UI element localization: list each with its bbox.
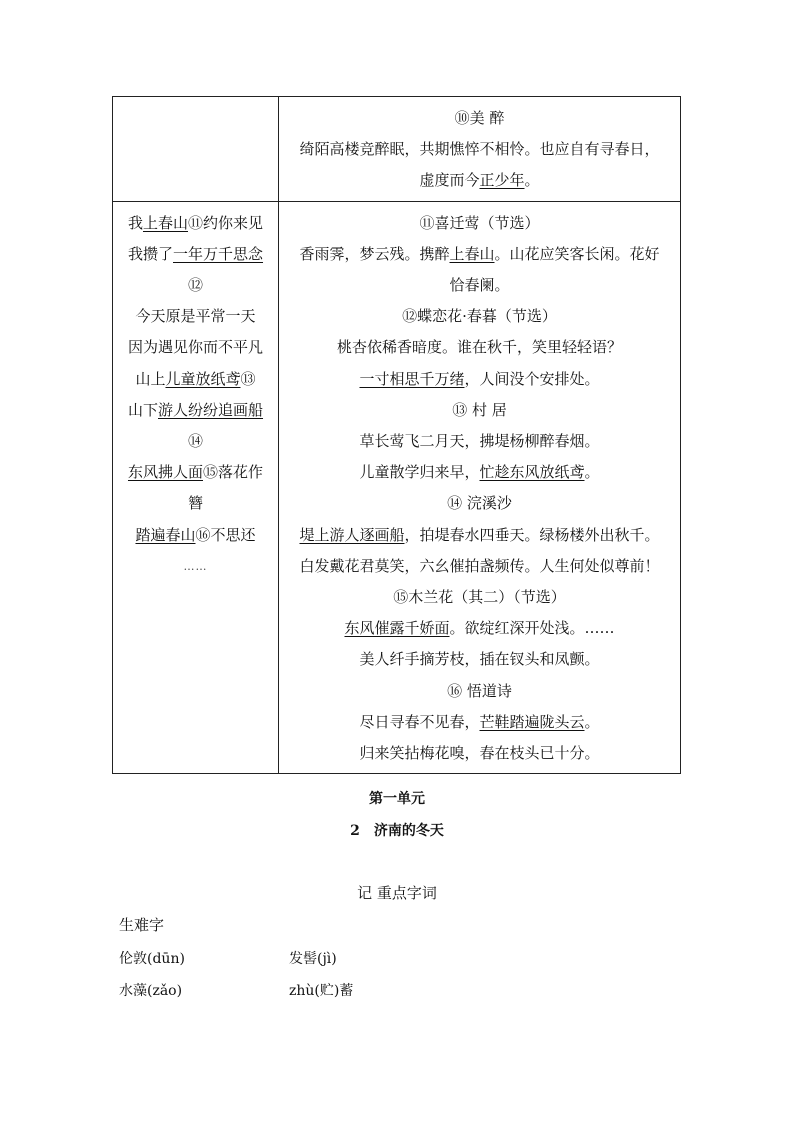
text-segment: ⑪约你来见	[188, 213, 264, 232]
underlined-phrase: 上春山	[142, 213, 188, 232]
text-segment: ⑫	[187, 276, 203, 295]
poem-line-r13	[283, 582, 676, 613]
poem-line-r18	[283, 738, 676, 769]
text-segment: 绮陌高楼竞醉眠，共期憔悴不相怜。也应自有寻春日，	[299, 140, 660, 159]
vocab-item-zhuxu: zhù(贮)蓄	[289, 983, 354, 999]
underlined-phrase: 正少年	[479, 171, 525, 190]
text-segment: 草长莺飞二月天，拂堤杨柳醉春烟。	[359, 432, 600, 451]
text-segment: ⑯ 悟道诗	[447, 681, 512, 700]
underlined-phrase: 游人纷纷追画船	[158, 400, 264, 419]
poem-line-l12	[117, 551, 274, 582]
text-segment: 。欲绽红深开处浅。……	[449, 619, 615, 638]
text-segment: 山上	[135, 369, 166, 388]
poem-line-l9	[117, 457, 274, 488]
unit-title: 第一单元	[369, 791, 425, 807]
text-segment: ⑭	[187, 432, 203, 451]
text-segment: ⑬	[240, 369, 256, 388]
text-segment: 。	[584, 463, 600, 482]
poem-line-r8	[283, 426, 676, 457]
poem-line-l11	[117, 520, 274, 551]
poem-line-r11	[283, 520, 676, 551]
text-segment: 因为遇见你而不平凡	[127, 338, 263, 357]
row1-right-cell	[279, 97, 681, 202]
poem-line-l6	[117, 364, 274, 395]
text-segment: ⑪喜迁莺（节选）	[419, 213, 540, 232]
poem-line-l7	[117, 395, 274, 426]
lesson-title: 2 济南的冬天	[350, 823, 444, 839]
poem-line-r9	[283, 457, 676, 488]
underlined-phrase: 上春山	[449, 244, 495, 263]
vocab-item-shuizao: 水藻(zǎo)	[119, 983, 183, 999]
poem-line-r1l2	[283, 134, 676, 165]
underlined-phrase: 芒鞋踏遍陇头云	[479, 712, 585, 731]
underlined-phrase: 一寸相思千万绪	[359, 369, 465, 388]
vocab-item-lundun: 伦敦(dūn)	[119, 951, 185, 967]
source-poems-cell	[279, 201, 681, 774]
poem-line-r10	[283, 488, 676, 519]
text-segment: 归来笑拈梅花嗅，春在枝头已十分。	[359, 744, 600, 763]
poem-line-r3	[283, 270, 676, 301]
poem-line-l10	[117, 488, 274, 519]
text-segment: ⑮落花作	[203, 463, 264, 482]
underlined-phrase: 踏遍春山	[135, 525, 196, 544]
poem-line-r4	[283, 301, 676, 332]
underlined-phrase: 忙趁东风放纸鸢	[479, 463, 585, 482]
text-segment: 簪	[187, 494, 203, 513]
text-segment: 。	[524, 171, 540, 190]
poem-line-l4	[117, 301, 274, 332]
underlined-phrase: 东风催露千娇面	[344, 619, 450, 638]
lyrics-cell	[113, 201, 279, 774]
text-segment: 白发戴花君莫笑，六幺催拍盏频传。人生何处似尊前！	[299, 556, 660, 575]
poem-line-l5	[117, 332, 274, 363]
poem-line-r2	[283, 239, 676, 270]
text-segment: ⑩美 醉	[454, 109, 505, 127]
text-segment: 。山花应笑客长闲。花好	[494, 244, 660, 263]
text-segment: 恰春阑。	[449, 276, 510, 295]
poem-line-r14	[283, 613, 676, 644]
text-segment: ，拍堤春水四垂天。绿杨楼外出秋千。	[404, 525, 660, 544]
poem-line-r1l3	[283, 165, 676, 196]
underlined-phrase: 东风拂人面	[127, 463, 203, 482]
row1-left-cell	[113, 97, 279, 202]
poem-line-r6	[283, 364, 676, 395]
text-segment: ⑬ 村 居	[452, 400, 507, 419]
poem-line-l3	[117, 270, 274, 301]
vocab-item-faji: 发髻(jì)	[289, 951, 337, 967]
text-segment: 今天原是平常一天	[135, 307, 256, 326]
poem-comparison-table	[112, 96, 681, 774]
text-segment: 我攒了	[127, 244, 173, 263]
text-segment: 美人纤手摘芳枝，插在钗头和凤颤。	[359, 650, 600, 669]
text-segment: 香雨霁，梦云残。携醉	[299, 244, 450, 263]
poem-line-r7	[283, 395, 676, 426]
poem-line-r5	[283, 332, 676, 363]
poem-line-l1	[117, 208, 274, 239]
text-segment: 我	[127, 213, 143, 232]
source-poem-lines	[283, 208, 676, 770]
poem-line-r1	[283, 208, 676, 239]
poem-line-r17	[283, 707, 676, 738]
poem-line-r15	[283, 644, 676, 675]
underlined-phrase: 堤上游人逐画船	[299, 525, 405, 544]
text-segment: 虚度而今	[419, 171, 480, 190]
poem-line-l8	[117, 426, 274, 457]
text-segment: 。	[584, 712, 600, 731]
poem-line-title10	[283, 103, 676, 134]
text-segment: ⑯不思还	[195, 525, 256, 544]
poem-line-r12	[283, 551, 676, 582]
text-segment: 尽日寻春不见春，	[359, 712, 480, 731]
text-segment: ⑮木兰花（其二）（节选）	[393, 588, 566, 607]
lyrics-lines	[117, 208, 274, 582]
text-segment: ……	[183, 559, 208, 573]
poem-line-r16	[283, 676, 676, 707]
poem-line-l2	[117, 239, 274, 270]
text-segment: 儿童散学归来早，	[359, 463, 480, 482]
text-segment: 桃杏依稀香暗度。谁在秋千，笑里轻轻语？	[336, 338, 622, 357]
text-segment: ⑫蝶恋花·春暮（节选）	[402, 307, 557, 326]
underlined-phrase: 一年万千思念	[173, 244, 264, 263]
text-segment: 山下	[127, 400, 158, 419]
section-title: 记 重点字词	[357, 884, 437, 902]
table-row	[113, 97, 681, 202]
poem-lines-right	[283, 103, 676, 197]
vocab-label: 生难字	[119, 916, 165, 934]
text-segment: ⑭ 浣溪沙	[447, 494, 512, 513]
underlined-phrase: 儿童放纸鸢	[165, 369, 241, 388]
text-segment: ，人间没个安排处。	[464, 369, 600, 388]
table-row	[113, 201, 681, 774]
